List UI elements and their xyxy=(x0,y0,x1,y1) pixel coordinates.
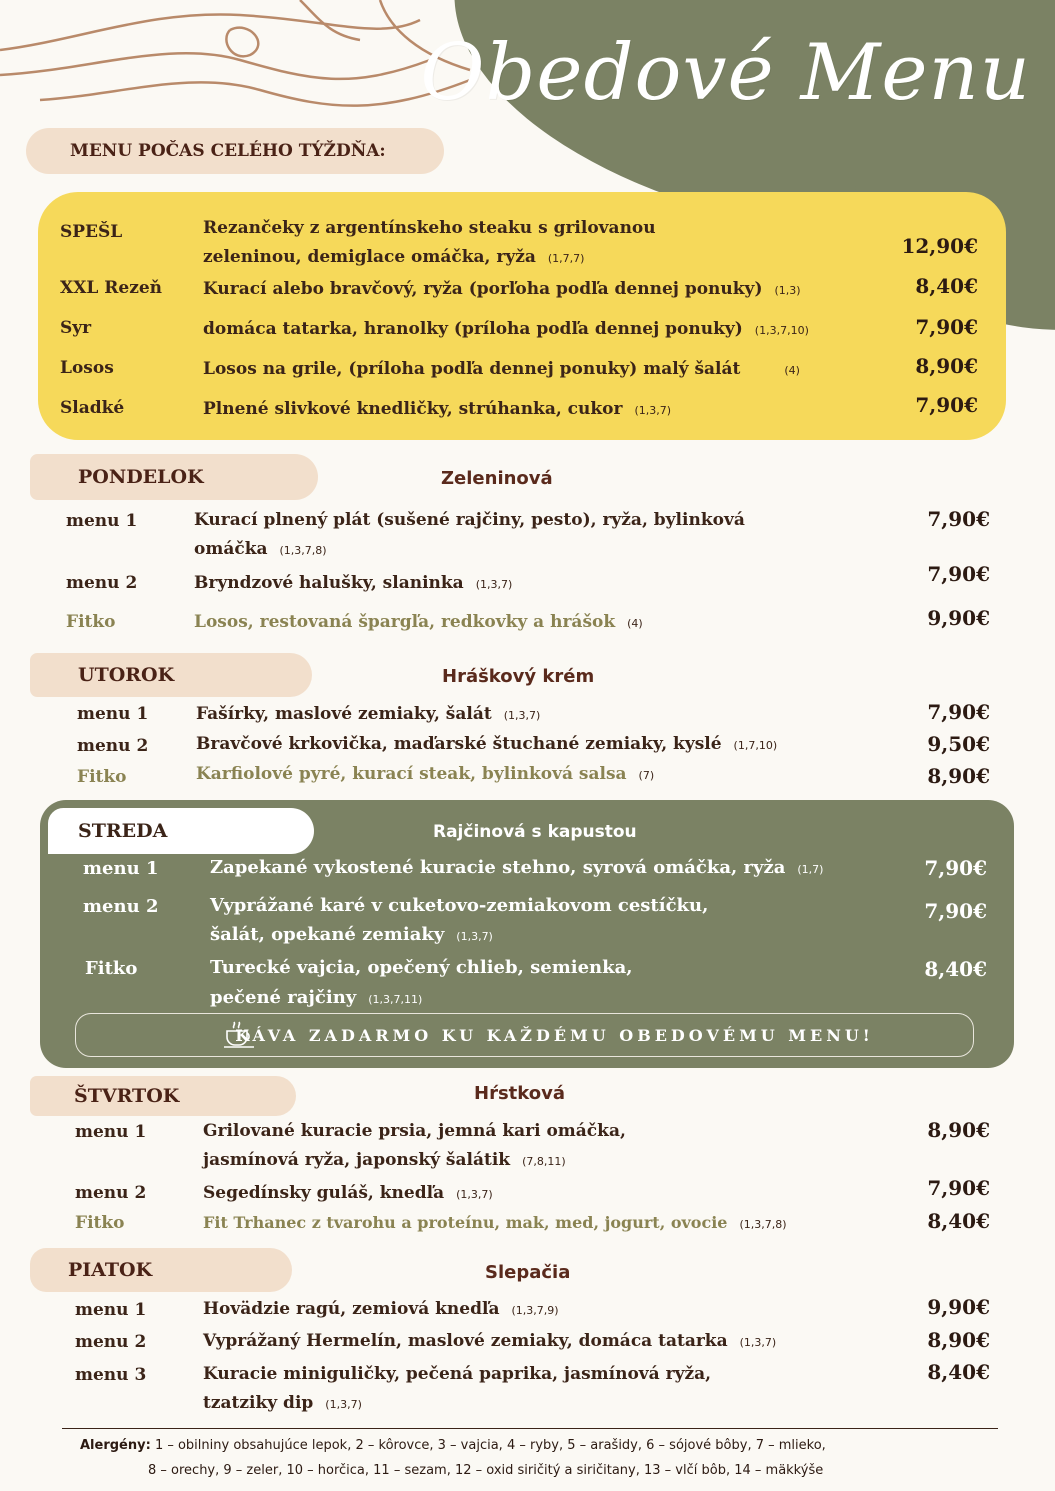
day-name: PONDELOK xyxy=(78,466,204,488)
item-label: Fitko xyxy=(85,958,138,979)
menu-item: Vyprážané karé v cuketovo-zemiakovom cestíčku, xyxy=(210,895,709,916)
footer-divider xyxy=(62,1428,998,1429)
item-price: 12,90€ xyxy=(901,234,978,258)
day-name: STREDA xyxy=(78,820,168,842)
menu-item: domáca tatarka, hranolky (príloha podľa dennej ponuky) (1,3,7,10) xyxy=(203,319,809,339)
menu-item-cont: tzatziky dip (1,3,7) xyxy=(203,1393,362,1413)
allergen-legend-line1: Alergény: 1 – obilniny obsahujúce lepok, 2 – kôrovce, 3 – vajcia, 4 – ryby, 5 – arašidy, 6 – sójové bôby, 7 – mlieko, xyxy=(80,1438,826,1453)
item-price: 8,40€ xyxy=(915,274,978,298)
item-label: menu 2 xyxy=(75,1332,147,1352)
day-name: ŠTVRTOK xyxy=(74,1085,180,1107)
item-label: menu 2 xyxy=(75,1183,147,1203)
item-price: 7,90€ xyxy=(927,700,990,724)
item-price: 8,90€ xyxy=(927,1118,990,1142)
menu-item-cont: pečené rajčiny (1,3,7,11) xyxy=(210,987,423,1008)
item-label: menu 2 xyxy=(77,736,149,756)
menu-item: Bryndzové halušky, slaninka (1,3,7) xyxy=(194,573,513,593)
item-price: 7,90€ xyxy=(924,899,987,923)
day-name: PIATOK xyxy=(68,1259,153,1281)
item-label: menu 1 xyxy=(66,511,138,531)
menu-item: Kuracie miniguličky, pečená paprika, jasmínová ryža, xyxy=(203,1364,712,1384)
item-price: 9,90€ xyxy=(927,606,990,630)
item-price: 9,90€ xyxy=(927,1295,990,1319)
day-name: UTOROK xyxy=(78,664,175,686)
day-pill-monday xyxy=(30,454,318,500)
week-heading: MENU POČAS CELÉHO TÝŽDŇA: xyxy=(70,141,386,161)
item-label: menu 2 xyxy=(66,573,138,593)
item-label-fit: Fitko xyxy=(66,612,116,632)
menu-item-cont: jasmínová ryža, japonský šalátik (7,8,11) xyxy=(203,1150,566,1170)
menu-item: Segedínsky guláš, knedľa (1,3,7) xyxy=(203,1183,493,1203)
free-coffee-text: KÁVA ZADARMO KU KAŽDÉMU OBEDOVÉMU MENU! xyxy=(235,1025,874,1045)
menu-item: Zapekané vykostené kuracie stehno, syrová omáčka, ryža (1,7) xyxy=(210,857,824,878)
item-price: 9,50€ xyxy=(927,732,990,756)
soup-of-day: Slepačia xyxy=(485,1262,571,1283)
coffee-cup-icon xyxy=(221,1021,257,1049)
menu-item: Rezančeky z argentínskeho steaku s grilovanou xyxy=(203,218,656,238)
menu-item: Kurací alebo bravčový, ryža (porľoha podľa dennej ponuky) (1,3) xyxy=(203,279,801,299)
free-coffee-banner xyxy=(75,1013,974,1057)
allergen-legend-line2: 8 – orechy, 9 – zeler, 10 – horčica, 11 – sezam, 12 – oxid siričitý a siričitany, 13 – vlčí bôb, 14 – mäkkýše xyxy=(148,1463,824,1478)
item-price: 7,90€ xyxy=(927,1176,990,1200)
week-heading-pill xyxy=(26,128,444,174)
menu-item: Kurací plnený plát (sušené rajčiny, pesto), ryža, bylinková xyxy=(194,510,745,530)
item-price: 8,40€ xyxy=(927,1209,990,1233)
menu-title: Obedové Menu xyxy=(420,28,1031,118)
item-label: menu 3 xyxy=(75,1365,147,1385)
item-label-fit: Fitko xyxy=(77,767,127,787)
item-price: 8,90€ xyxy=(927,764,990,788)
item-label: Syr xyxy=(60,318,92,338)
menu-item-cont: zeleninou, demiglace omáčka, ryža (1,7,7) xyxy=(203,247,585,267)
menu-item-fit: Losos, restovaná špargľa, redkovky a hrášok (4) xyxy=(194,612,643,632)
menu-item: Turecké vajcia, opečený chlieb, semienka, xyxy=(210,957,633,978)
menu-item-cont: omáčka (1,3,7,8) xyxy=(194,539,327,559)
item-label: SPEŠL xyxy=(60,222,123,242)
item-price: 8,90€ xyxy=(927,1328,990,1352)
menu-item: Losos na grile, (príloha podľa dennej ponuky) malý šalát (4) xyxy=(203,359,800,379)
item-label: menu 1 xyxy=(83,858,159,879)
item-price: 8,40€ xyxy=(927,1360,990,1384)
soup-of-day: Hŕstková xyxy=(474,1083,565,1104)
menu-item: Grilované kuracie prsia, jemná kari omáčka, xyxy=(203,1121,626,1141)
menu-item: Plnené slivkové knedličky, strúhanka, cukor (1,3,7) xyxy=(203,399,672,419)
item-label: Sladké xyxy=(60,398,125,418)
day-pill-tuesday xyxy=(30,653,312,697)
item-label: menu 1 xyxy=(75,1300,147,1320)
soup-of-day: Zeleninová xyxy=(441,468,553,489)
item-price: 7,90€ xyxy=(927,562,990,586)
item-price: 7,90€ xyxy=(915,393,978,417)
menu-item: Fašírky, maslové zemiaky, šalát (1,3,7) xyxy=(196,704,541,724)
item-label: menu 1 xyxy=(77,704,149,724)
day-pill-thursday xyxy=(30,1076,296,1116)
menu-item-fit: Fit Trhanec z tvarohu a proteínu, mak, med, jogurt, ovocie (1,3,7,8) xyxy=(203,1213,787,1232)
item-price: 7,90€ xyxy=(915,315,978,339)
menu-item: Vyprážaný Hermelín, maslové zemiaky, domáca tatarka (1,3,7) xyxy=(203,1331,777,1351)
soup-of-day: Rajčinová s kapustou xyxy=(433,822,637,842)
item-label-fit: Fitko xyxy=(75,1213,125,1233)
item-label: Losos xyxy=(60,358,114,378)
day-pill-wednesday xyxy=(48,808,314,854)
menu-item-cont: šalát, opekané zemiaky (1,3,7) xyxy=(210,924,493,945)
day-pill-friday xyxy=(30,1248,292,1292)
menu-item: Hovädzie ragú, zemiová knedľa (1,3,7,9) xyxy=(203,1299,559,1319)
item-price: 7,90€ xyxy=(927,507,990,531)
item-price: 7,90€ xyxy=(924,856,987,880)
item-label: menu 1 xyxy=(75,1122,147,1142)
item-price: 8,90€ xyxy=(915,354,978,378)
menu-item: Bravčové krkovička, maďarské štuchané zemiaky, kyslé (1,7,10) xyxy=(196,734,778,754)
item-label: XXL Rezeň xyxy=(60,278,163,298)
item-label: menu 2 xyxy=(83,896,159,917)
menu-item-fit: Karfiolové pyré, kurací steak, bylinková salsa (7) xyxy=(196,764,655,784)
soup-of-day: Hráškový krém xyxy=(442,666,595,687)
item-price: 8,40€ xyxy=(924,957,987,981)
